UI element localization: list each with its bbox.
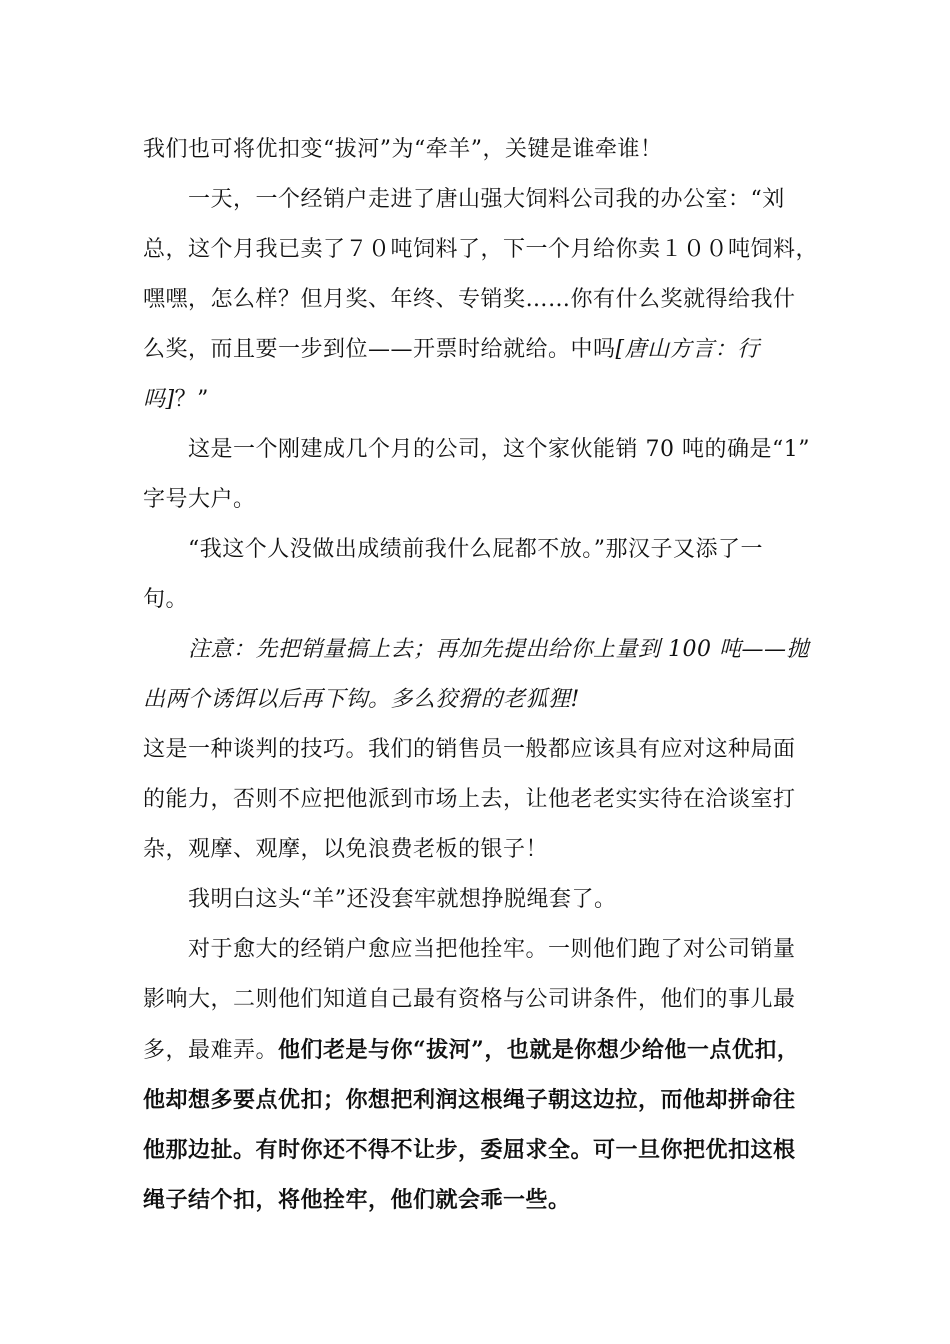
bold-line xyxy=(143,1186,571,1214)
bold-line xyxy=(143,1086,796,1114)
dialect-note: 吗] xyxy=(143,387,175,412)
text-line xyxy=(188,186,785,214)
line-text: 对于愈大的经销户愈应当把他拴牢。一则他们跑了对公司销量 xyxy=(188,937,796,962)
line-text: 字号大户。 xyxy=(143,487,256,512)
text-line xyxy=(143,386,209,414)
bold-text: 他们老是与你“拔河”，也就是你想少给他一点优扣， xyxy=(278,1037,800,1063)
line-text: 我明白这头“羊”还没套牢就想挣脱绳套了。 xyxy=(188,887,617,912)
line-text: 杂，观摩、观摩，以免浪费老板的银子！ xyxy=(143,837,549,862)
text-line xyxy=(188,936,796,964)
bold-text: 他却想多要点优扣；你想把利润这根绳子朝这边拉，而他却拼命往 xyxy=(143,1087,796,1113)
note-line xyxy=(143,686,580,714)
note-text: 出两个诱饵以后再下钩。多么狡猾的老狐狸! xyxy=(143,687,580,712)
line-text: 总，这个月我已卖了７０吨饲料了，下一个月给你卖１００吨饲料， xyxy=(143,237,819,262)
text-line xyxy=(143,1036,799,1065)
bold-text: 他那边扯。有时你还不得不让步，委屈求全。可一旦你把优扣这根 xyxy=(143,1137,796,1163)
text-line xyxy=(188,436,810,464)
bold-line xyxy=(143,1136,796,1164)
line-text: 么奖，而且要一步到位——开票时给就给。中吗 xyxy=(143,337,616,362)
line-text: 一天，一个经销户走进了唐山强大饲料公司我的办公室：“刘 xyxy=(188,187,785,212)
text-line xyxy=(188,886,617,914)
text-line xyxy=(143,136,663,164)
dialect-note: [唐山方言：行 xyxy=(615,337,760,362)
text-line xyxy=(143,336,760,364)
bold-text: 绳子结个扣，将他拴牢，他们就会乖一些。 xyxy=(143,1187,571,1213)
line-text: 这是一种谈判的技巧。我们的销售员一般都应该具有应对这种局面 xyxy=(143,737,796,762)
text-line xyxy=(143,836,548,864)
text-line xyxy=(143,236,818,264)
text-line xyxy=(143,586,188,614)
text-line xyxy=(143,286,796,314)
text-line xyxy=(143,486,256,514)
text-line xyxy=(188,536,763,564)
line-text: 的能力，否则不应把他派到市场上去，让他老老实实待在洽谈室打 xyxy=(143,787,796,812)
line-text: 句。 xyxy=(143,587,189,612)
note-text: 注意：先把销量搞上去；再加先提出给你上量到 100 吨——抛 xyxy=(188,637,809,662)
line-text: 嘿嘿，怎么样？但月奖、年终、专销奖……你有什么奖就得给我什 xyxy=(143,287,796,312)
note-line xyxy=(188,636,809,664)
line-text: “我这个人没做出成绩前我什么屁都不放。”那汉子又添了一 xyxy=(188,537,763,562)
line-text: 多，最难弄。 xyxy=(143,1038,279,1063)
line-text: 影响大，二则他们知道自己最有资格与公司讲条件，他们的事儿最 xyxy=(143,987,796,1012)
text-line xyxy=(143,736,796,764)
line-text: ？” xyxy=(174,387,209,412)
line-text: 我们也可将优扣变“拔河”为“牵羊”，关键是谁牵谁！ xyxy=(143,137,663,162)
text-line xyxy=(143,986,796,1014)
text-line xyxy=(143,786,796,814)
line-text: 这是一个刚建成几个月的公司，这个家伙能销 70 吨的确是“1” xyxy=(188,437,810,462)
